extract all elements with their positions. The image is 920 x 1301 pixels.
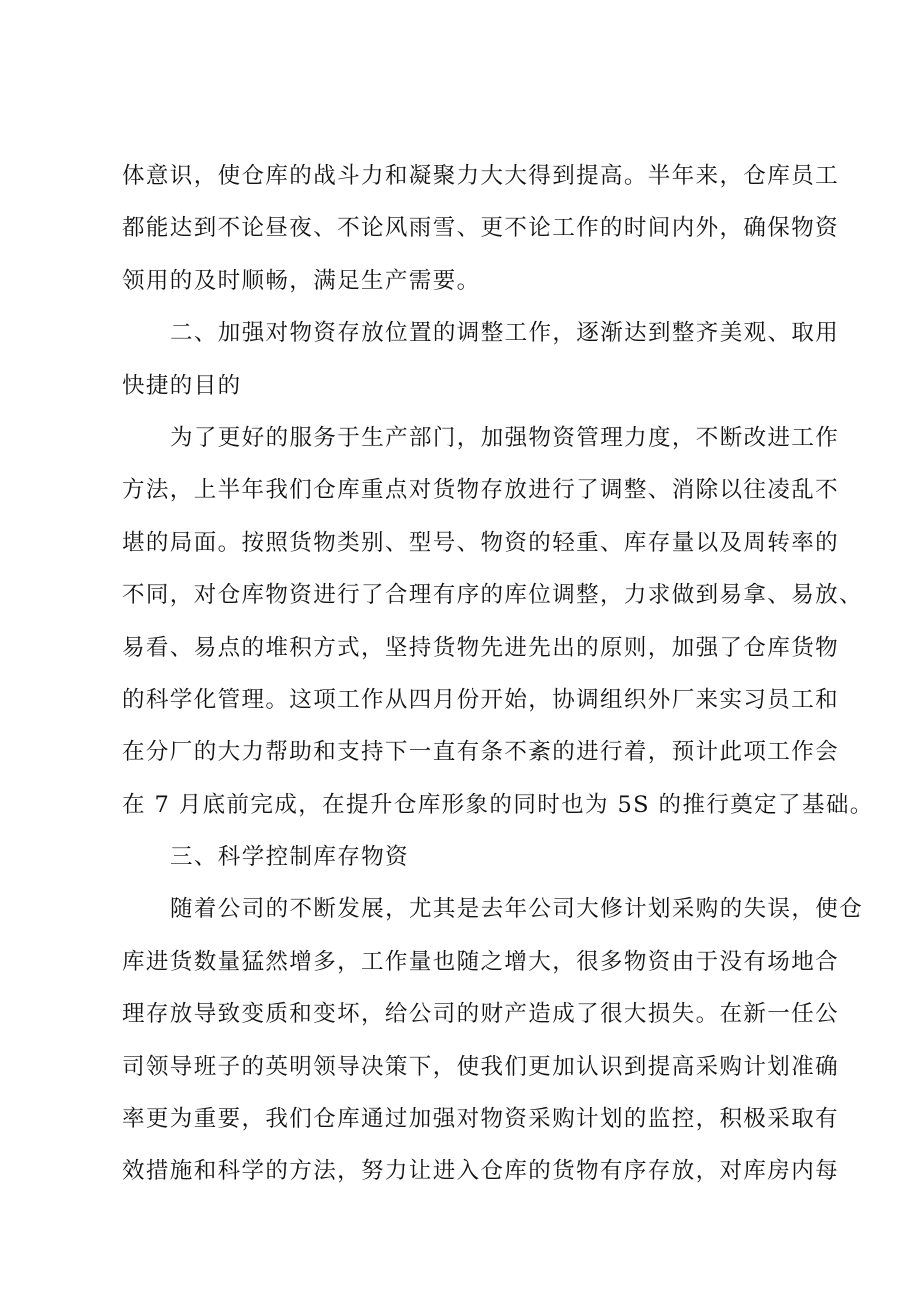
text-line: 方法，上半年我们仓库重点对货物存放进行了调整、消除以往凌乱不 bbox=[122, 477, 840, 504]
text-line: 都能达到不论昼夜、不论风雨雪、更不论工作的时间内外，确保物资 bbox=[122, 215, 840, 242]
text-line: 易看、易点的堆积方式，坚持货物先进先出的原则，加强了仓库货物 bbox=[122, 634, 840, 661]
text-line: 领用的及时顺畅，满足生产需要。 bbox=[122, 267, 481, 294]
paragraph-start: 随着公司的不断发展，尤其是去年公司大修计划采购的失误，使仓 bbox=[170, 896, 864, 923]
paragraph-start: 为了更好的服务于生产部门，加强物资管理力度，不断改进工作 bbox=[170, 424, 840, 451]
text-line: 库进货数量猛然增多，工作量也随之增大，很多物资由于没有场地合 bbox=[122, 948, 840, 975]
text-line: 在分厂的大力帮助和支持下一直有条不紊的进行着，预计此项工作会 bbox=[122, 739, 840, 766]
section-heading: 二、加强对物资存放位置的调整工作，逐渐达到整齐美观、取用 bbox=[170, 320, 840, 347]
text-line: 率更为重要，我们仓库通过加强对物资采购计划的监控，积极采取有 bbox=[122, 1106, 840, 1133]
text-line: 理存放导致变质和变坏，给公司的财产造成了很大损失。在新一任公 bbox=[122, 1001, 840, 1028]
text-line: 司领导班子的英明领导决策下，使我们更加认识到提高采购计划准确 bbox=[122, 1053, 840, 1080]
text-line: 堪的局面。按照货物类别、型号、物资的轻重、库存量以及周转率的 bbox=[122, 529, 840, 556]
text-line: 体意识，使仓库的战斗力和凝聚力大大得到提高。半年来，仓库员工 bbox=[122, 163, 840, 189]
text-line: 效措施和科学的方法，努力让进入仓库的货物有序存放，对库房内每 bbox=[122, 1158, 840, 1185]
section-heading-continuation: 快捷的目的 bbox=[122, 372, 242, 399]
text-line: 的科学化管理。这项工作从四月份开始，协调组织外厂来实习员工和 bbox=[122, 686, 840, 713]
text-line: 不同，对仓库物资进行了合理有序的库位调整，力求做到易拿、易放、 bbox=[122, 582, 863, 609]
document-body bbox=[122, 150, 874, 1198]
section-heading: 三、科学控制库存物资 bbox=[170, 844, 410, 871]
text-line: 在 7 月底前完成，在提升仓库形象的同时也为 5S 的推行奠定了基础。 bbox=[122, 791, 874, 818]
